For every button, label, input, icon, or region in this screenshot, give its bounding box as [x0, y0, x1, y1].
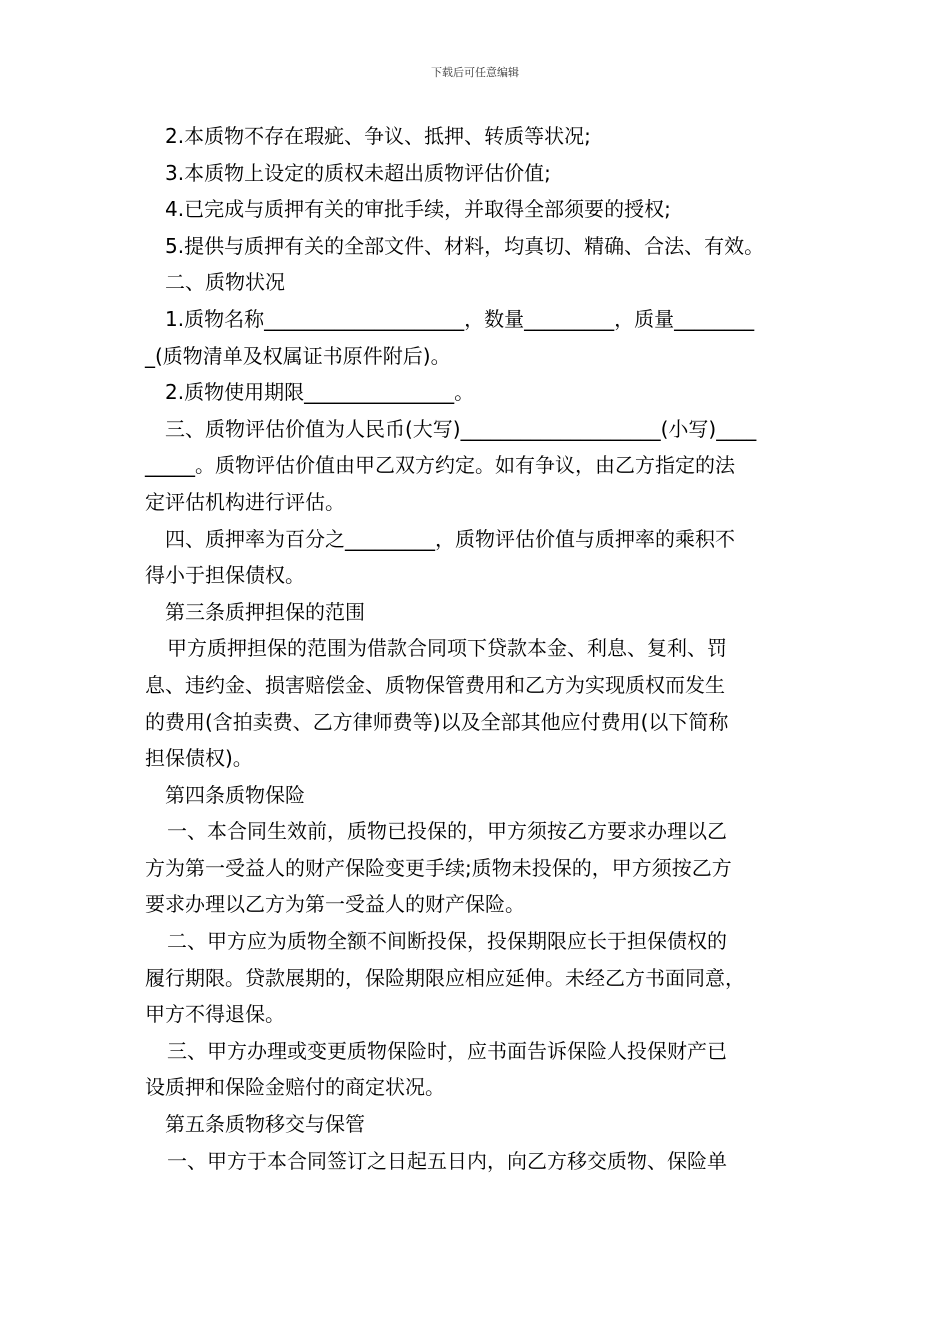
paragraph-line: 三、甲方办理或变更质物保险时，应书面告诉保险人投保财产已 — [167, 1038, 727, 1063]
article-heading: 第四条质物保险 — [165, 782, 305, 807]
paragraph-line: 二、甲方应为质物全额不间断投保，投保期限应长于担保债权的 — [167, 929, 727, 954]
paragraph-line: 一、甲方于本合同签订之日起五日内，向乙方移交质物、保险单 — [167, 1148, 727, 1173]
paragraph-line: 的费用(含拍卖费、乙方律师费等)以及全部其他应付费用(以下简称 — [145, 709, 729, 734]
paragraph-line: _____。质物评估价值由甲乙双方约定。如有争议，由乙方指定的法 — [145, 453, 735, 478]
paragraph-line: 3.本质物上设定的质权未超出质物评估价值; — [165, 160, 551, 185]
paragraph-line: 甲方质押担保的范围为借款合同项下贷款本金、利息、复利、罚 — [167, 636, 727, 661]
paragraph-line: _(质物清单及权属证书原件附后)。 — [145, 343, 451, 368]
paragraph-line: 四、质押率为百分之_________，质物评估价值与质押率的乘积不 — [165, 526, 735, 551]
page-header: 下载后可任意编辑 — [431, 66, 519, 79]
paragraph-line: 息、违约金、损害赔偿金、质物保管费用和乙方为实现质权而发生 — [145, 672, 725, 697]
paragraph-line: 一、本合同生效前，质物已投保的，甲方须按乙方要求办理以乙 — [167, 819, 727, 844]
paragraph-line: 履行期限。贷款展期的，保险期限应相应延伸。未经乙方书面同意， — [145, 965, 745, 990]
paragraph-line: 2.本质物不存在瑕疵、争议、抵押、转质等状况; — [165, 124, 591, 148]
paragraph-line: 方为第一受益人的财产保险变更手续;质物未投保的，甲方须按乙方 — [145, 855, 732, 880]
paragraph-line: 4.已完成与质押有关的审批手续，并取得全部须要的授权; — [165, 197, 671, 222]
paragraph-line: 甲方不得退保。 — [145, 1002, 285, 1027]
article-heading: 第五条质物移交与保管 — [165, 1112, 365, 1137]
article-heading: 第三条质押担保的范围 — [165, 599, 365, 624]
document-body — [145, 118, 825, 1179]
paragraph-line: 要求办理以乙方为第一受益人的财产保险。 — [145, 892, 525, 917]
paragraph-line: 担保债权)。 — [145, 746, 253, 771]
paragraph-line: 三、质物评估价值为人民币(大写)____________________(小写)____ — [165, 416, 757, 441]
paragraph-line: 2.质物使用期限_______________。 — [165, 380, 475, 405]
paragraph-line: 1.质物名称____________________，数量_________，质量________ — [165, 306, 755, 331]
paragraph-line: 5.提供与质押有关的全部文件、材料，均真切、精确、合法、有效。 — [165, 233, 765, 258]
paragraph-line: 设质押和保险金赔付的商定状况。 — [145, 1075, 445, 1100]
paragraph-line: 定评估机构进行评估。 — [145, 489, 345, 514]
section-heading: 二、质物状况 — [165, 270, 285, 295]
paragraph-line: 得小于担保债权。 — [145, 563, 305, 588]
